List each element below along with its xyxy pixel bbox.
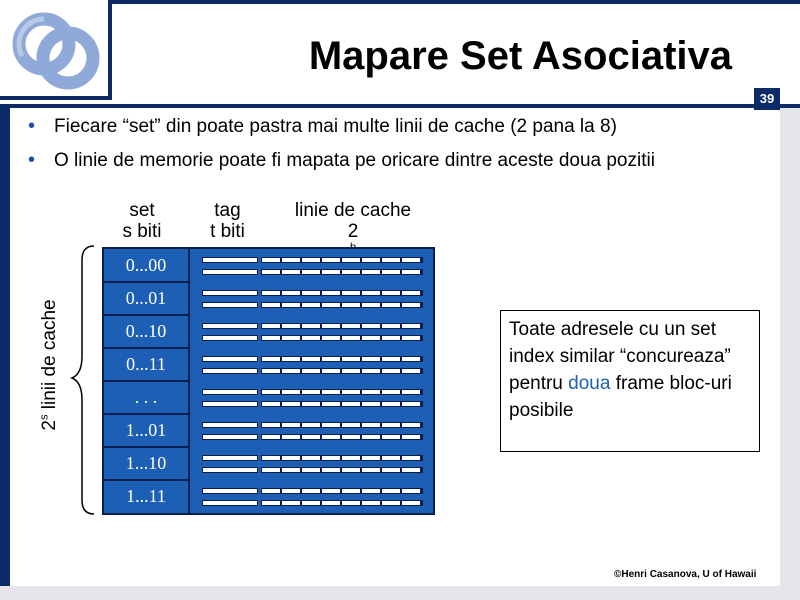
cache-line-bar bbox=[261, 356, 423, 362]
set-index-cell: 1...10 bbox=[125, 453, 167, 473]
cache-lines-exp: s bbox=[38, 414, 51, 421]
set-row-divider bbox=[104, 413, 188, 415]
set-row-divider bbox=[104, 479, 188, 481]
tag-bar bbox=[202, 302, 258, 308]
set-row-divider bbox=[104, 446, 188, 448]
right-shadow bbox=[780, 108, 800, 600]
callout-text-2: frame bloc-uri posibile bbox=[509, 373, 732, 421]
cache-line-bar bbox=[261, 323, 423, 329]
tag-bar bbox=[202, 257, 258, 263]
tag-column-header bbox=[200, 200, 255, 242]
bullet-text: O linie de memorie poate fi mapata pe oricare dintre aceste doua pozitii bbox=[54, 150, 655, 171]
tag-bar bbox=[202, 434, 258, 440]
bullet-list bbox=[28, 115, 655, 183]
set-row-divider bbox=[104, 347, 188, 349]
set-index-cell: 0...11 bbox=[126, 354, 166, 374]
cache-line-bar bbox=[261, 455, 423, 461]
set-index-cell: 0...01 bbox=[125, 288, 167, 308]
cache-lines-text: linii de cache bbox=[39, 299, 60, 415]
tag-header-line2: t biti bbox=[210, 221, 245, 242]
bottom-shadow bbox=[0, 586, 800, 600]
bullet-item bbox=[28, 115, 655, 149]
callout-highlight: doua bbox=[568, 373, 611, 394]
cache-line-bar bbox=[261, 290, 423, 296]
cache-line-bar bbox=[261, 500, 423, 506]
curly-brace-icon bbox=[70, 244, 98, 516]
set-row-divider bbox=[104, 380, 188, 382]
set-header-line2: s biti bbox=[122, 221, 162, 242]
bullet-item bbox=[28, 149, 655, 183]
tag-bar bbox=[202, 290, 258, 296]
cache-line-bar bbox=[261, 467, 423, 473]
bullet-icon: • bbox=[28, 115, 36, 137]
tag-bar bbox=[202, 467, 258, 473]
tag-bar bbox=[202, 422, 258, 428]
cache-lines-label bbox=[39, 299, 61, 430]
tag-bar bbox=[202, 488, 258, 494]
set-header-line1: set bbox=[129, 200, 155, 221]
cache-line-bar bbox=[261, 422, 423, 428]
cache-line-bar bbox=[261, 269, 423, 275]
slide-number: 39 bbox=[754, 88, 780, 110]
set-column-header bbox=[108, 200, 176, 242]
cache-line-bar bbox=[261, 257, 423, 263]
top-border bbox=[110, 0, 800, 4]
left-border bbox=[0, 108, 10, 588]
cache-table bbox=[102, 247, 435, 515]
title-rule bbox=[0, 104, 800, 108]
set-row-divider bbox=[104, 281, 188, 283]
tag-bar bbox=[202, 455, 258, 461]
callout-text-1: Toate adresele cu un set index similar “concureaza” pentru bbox=[509, 319, 731, 394]
bullet-text: Fiecare “set” din poate pastra mai multe linii de cache (2 pana la 8) bbox=[54, 116, 617, 137]
logo-box bbox=[0, 0, 112, 100]
tag-bar bbox=[202, 335, 258, 341]
tag-bar bbox=[202, 500, 258, 506]
interlocking-rings-logo-icon bbox=[8, 6, 104, 94]
copyright-notice: ©Henri Casanova, U of Hawaii bbox=[614, 569, 757, 580]
cache-line-bar bbox=[261, 302, 423, 308]
set-index-cell: 1...01 bbox=[125, 420, 167, 440]
cache-line-bar bbox=[261, 335, 423, 341]
set-index-cell: 0...00 bbox=[125, 255, 167, 275]
cache-line-bar bbox=[261, 401, 423, 407]
cache-line-bar bbox=[261, 368, 423, 374]
tag-bar bbox=[202, 269, 258, 275]
tag-bar bbox=[202, 389, 258, 395]
tag-bar bbox=[202, 368, 258, 374]
bullet-icon: • bbox=[28, 149, 36, 171]
set-index-column bbox=[104, 249, 190, 513]
callout-box bbox=[500, 310, 760, 452]
line-header-line1: linie de cache bbox=[294, 200, 412, 221]
tag-bar bbox=[202, 323, 258, 329]
cache-line-bar bbox=[261, 389, 423, 395]
set-row-divider bbox=[104, 314, 188, 316]
cache-line-bar bbox=[261, 434, 423, 440]
line-header-base: 2 bbox=[347, 221, 359, 242]
cache-line-bar bbox=[261, 488, 423, 494]
set-index-cell: 1...11 bbox=[126, 486, 166, 506]
set-index-cell: . . . bbox=[134, 387, 158, 407]
slide-title: Mapare Set Asociativa bbox=[308, 34, 732, 78]
cache-lines-base: 2 bbox=[39, 420, 60, 431]
tag-bar bbox=[202, 401, 258, 407]
tag-bar bbox=[202, 356, 258, 362]
set-index-cell: 0...10 bbox=[125, 321, 167, 341]
tag-header-line1: tag bbox=[214, 200, 241, 221]
